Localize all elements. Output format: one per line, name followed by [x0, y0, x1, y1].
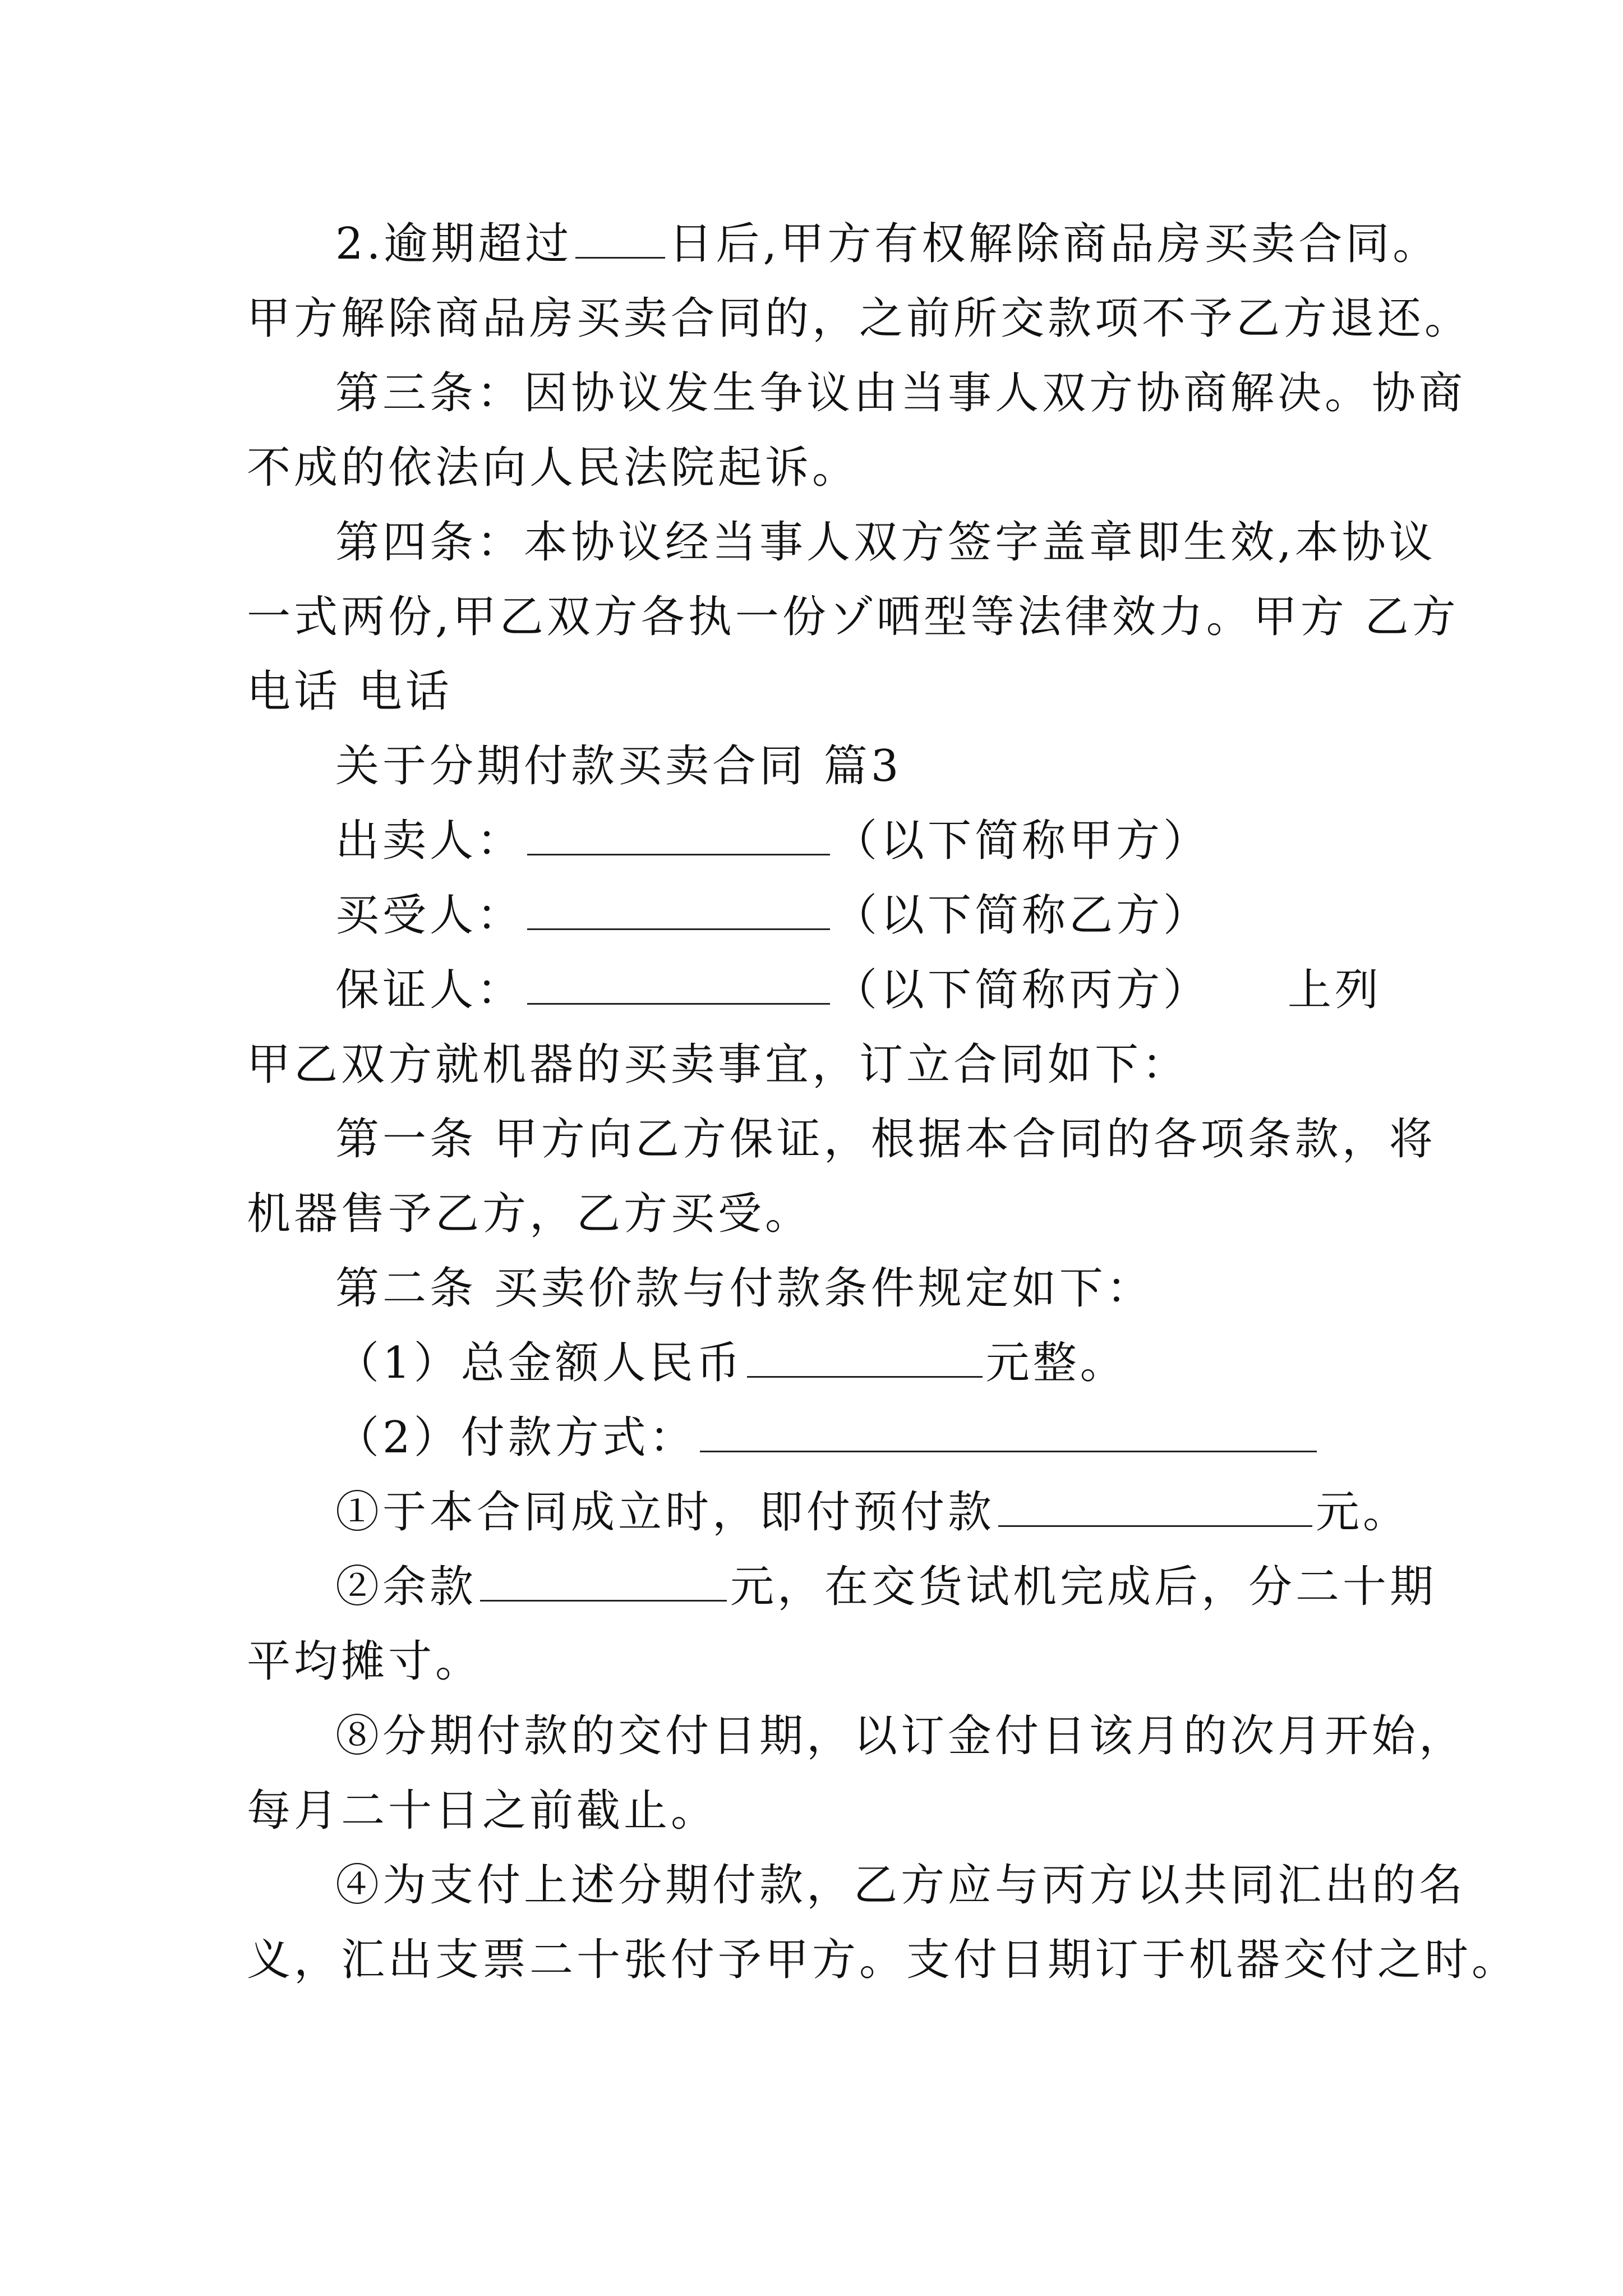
clause-line: [335, 1410, 1320, 1466]
paragraph-line: 第三条：因协议发生争议由当事人双方协商解决。协商: [335, 368, 1467, 418]
party-line-buyer: [335, 887, 1210, 944]
fill-blank: [527, 923, 830, 930]
paragraph-line: 甲方解除商品房买卖合同的，之前所交款项不予乙方退还。: [247, 293, 1472, 344]
fill-blank: [575, 251, 665, 259]
text-segment: 元整。: [985, 1338, 1127, 1388]
text-segment: ①于本合同成立时，即付预付款: [335, 1487, 995, 1538]
clause-line: [335, 1335, 1127, 1391]
paragraph-line: 第四条：本协议经当事人双方签字盖章即生效,本协议: [335, 517, 1436, 568]
field-note: （以下简称丙方）: [833, 965, 1211, 1015]
text-segment: 元。: [1316, 1487, 1410, 1538]
paragraph-line: 第二条 买卖价款与付款条件规定如下：: [335, 1263, 1154, 1314]
paragraph-line: 义，汇出支票二十张付予甲方。支付日期订于机器交付之时。: [247, 1935, 1519, 1985]
paragraph-line: ⑧分期付款的交付日期，以订金付日该月的次月开始，: [335, 1711, 1467, 1761]
party-line-seller: [335, 813, 1210, 869]
text-segment: 上列: [1288, 965, 1382, 1015]
text-segment: 元，在交货试机完成后，分二十期: [730, 1562, 1437, 1612]
field-label: 保证人：: [335, 965, 524, 1015]
field-label: 出卖人：: [335, 816, 524, 866]
paragraph-line: 不成的依法向人民法院起诉。: [247, 443, 860, 493]
paragraph-line: 平均摊寸。: [247, 1636, 483, 1687]
text-segment: （2）付款方式：: [335, 1412, 697, 1463]
paragraph-line: 第一条 甲方向乙方保证，根据本合同的各项条款，将: [335, 1114, 1436, 1165]
fill-blank: [747, 1370, 983, 1378]
paragraph-line: 甲乙双方就机器的买卖事宜，订立合同如下：: [247, 1039, 1189, 1090]
paragraph-line: ④为支付上述分期付款，乙方应与丙方以共同汇出的名: [335, 1860, 1467, 1911]
fill-blank: [700, 1445, 1317, 1452]
party-line-guarantor: [335, 962, 1210, 1018]
text-segment: 日后,甲方有权解除商品房买卖合同。: [668, 219, 1440, 269]
paragraph-line: 一式两份,甲乙双方各执一份ゾ哂型等法律效力。甲方 乙方: [247, 592, 1459, 642]
fill-blank: [998, 1520, 1312, 1527]
section-heading: 关于分期付款买卖合同 篇3: [335, 741, 902, 792]
fill-blank: [527, 848, 830, 855]
paragraph-line: [335, 216, 1440, 272]
field-note: （以下简称乙方）: [833, 890, 1211, 941]
field-note: （以下简称甲方）: [833, 816, 1211, 866]
text-segment: ②余款: [335, 1562, 477, 1612]
paragraph-line: 机器售予乙方，乙方买受。: [247, 1189, 813, 1239]
fill-blank: [480, 1594, 727, 1602]
fill-blank: [527, 997, 830, 1005]
clause-line: [335, 1559, 1437, 1615]
field-label: 买受人：: [335, 890, 524, 941]
paragraph-line: 电话 电话: [247, 666, 453, 717]
paragraph-line: 每月二十日之前截止。: [247, 1786, 718, 1836]
text-segment: （1）总金额人民币: [335, 1338, 744, 1388]
clause-line: [335, 1484, 1410, 1540]
text-segment: 2.逾期超过: [335, 219, 573, 269]
